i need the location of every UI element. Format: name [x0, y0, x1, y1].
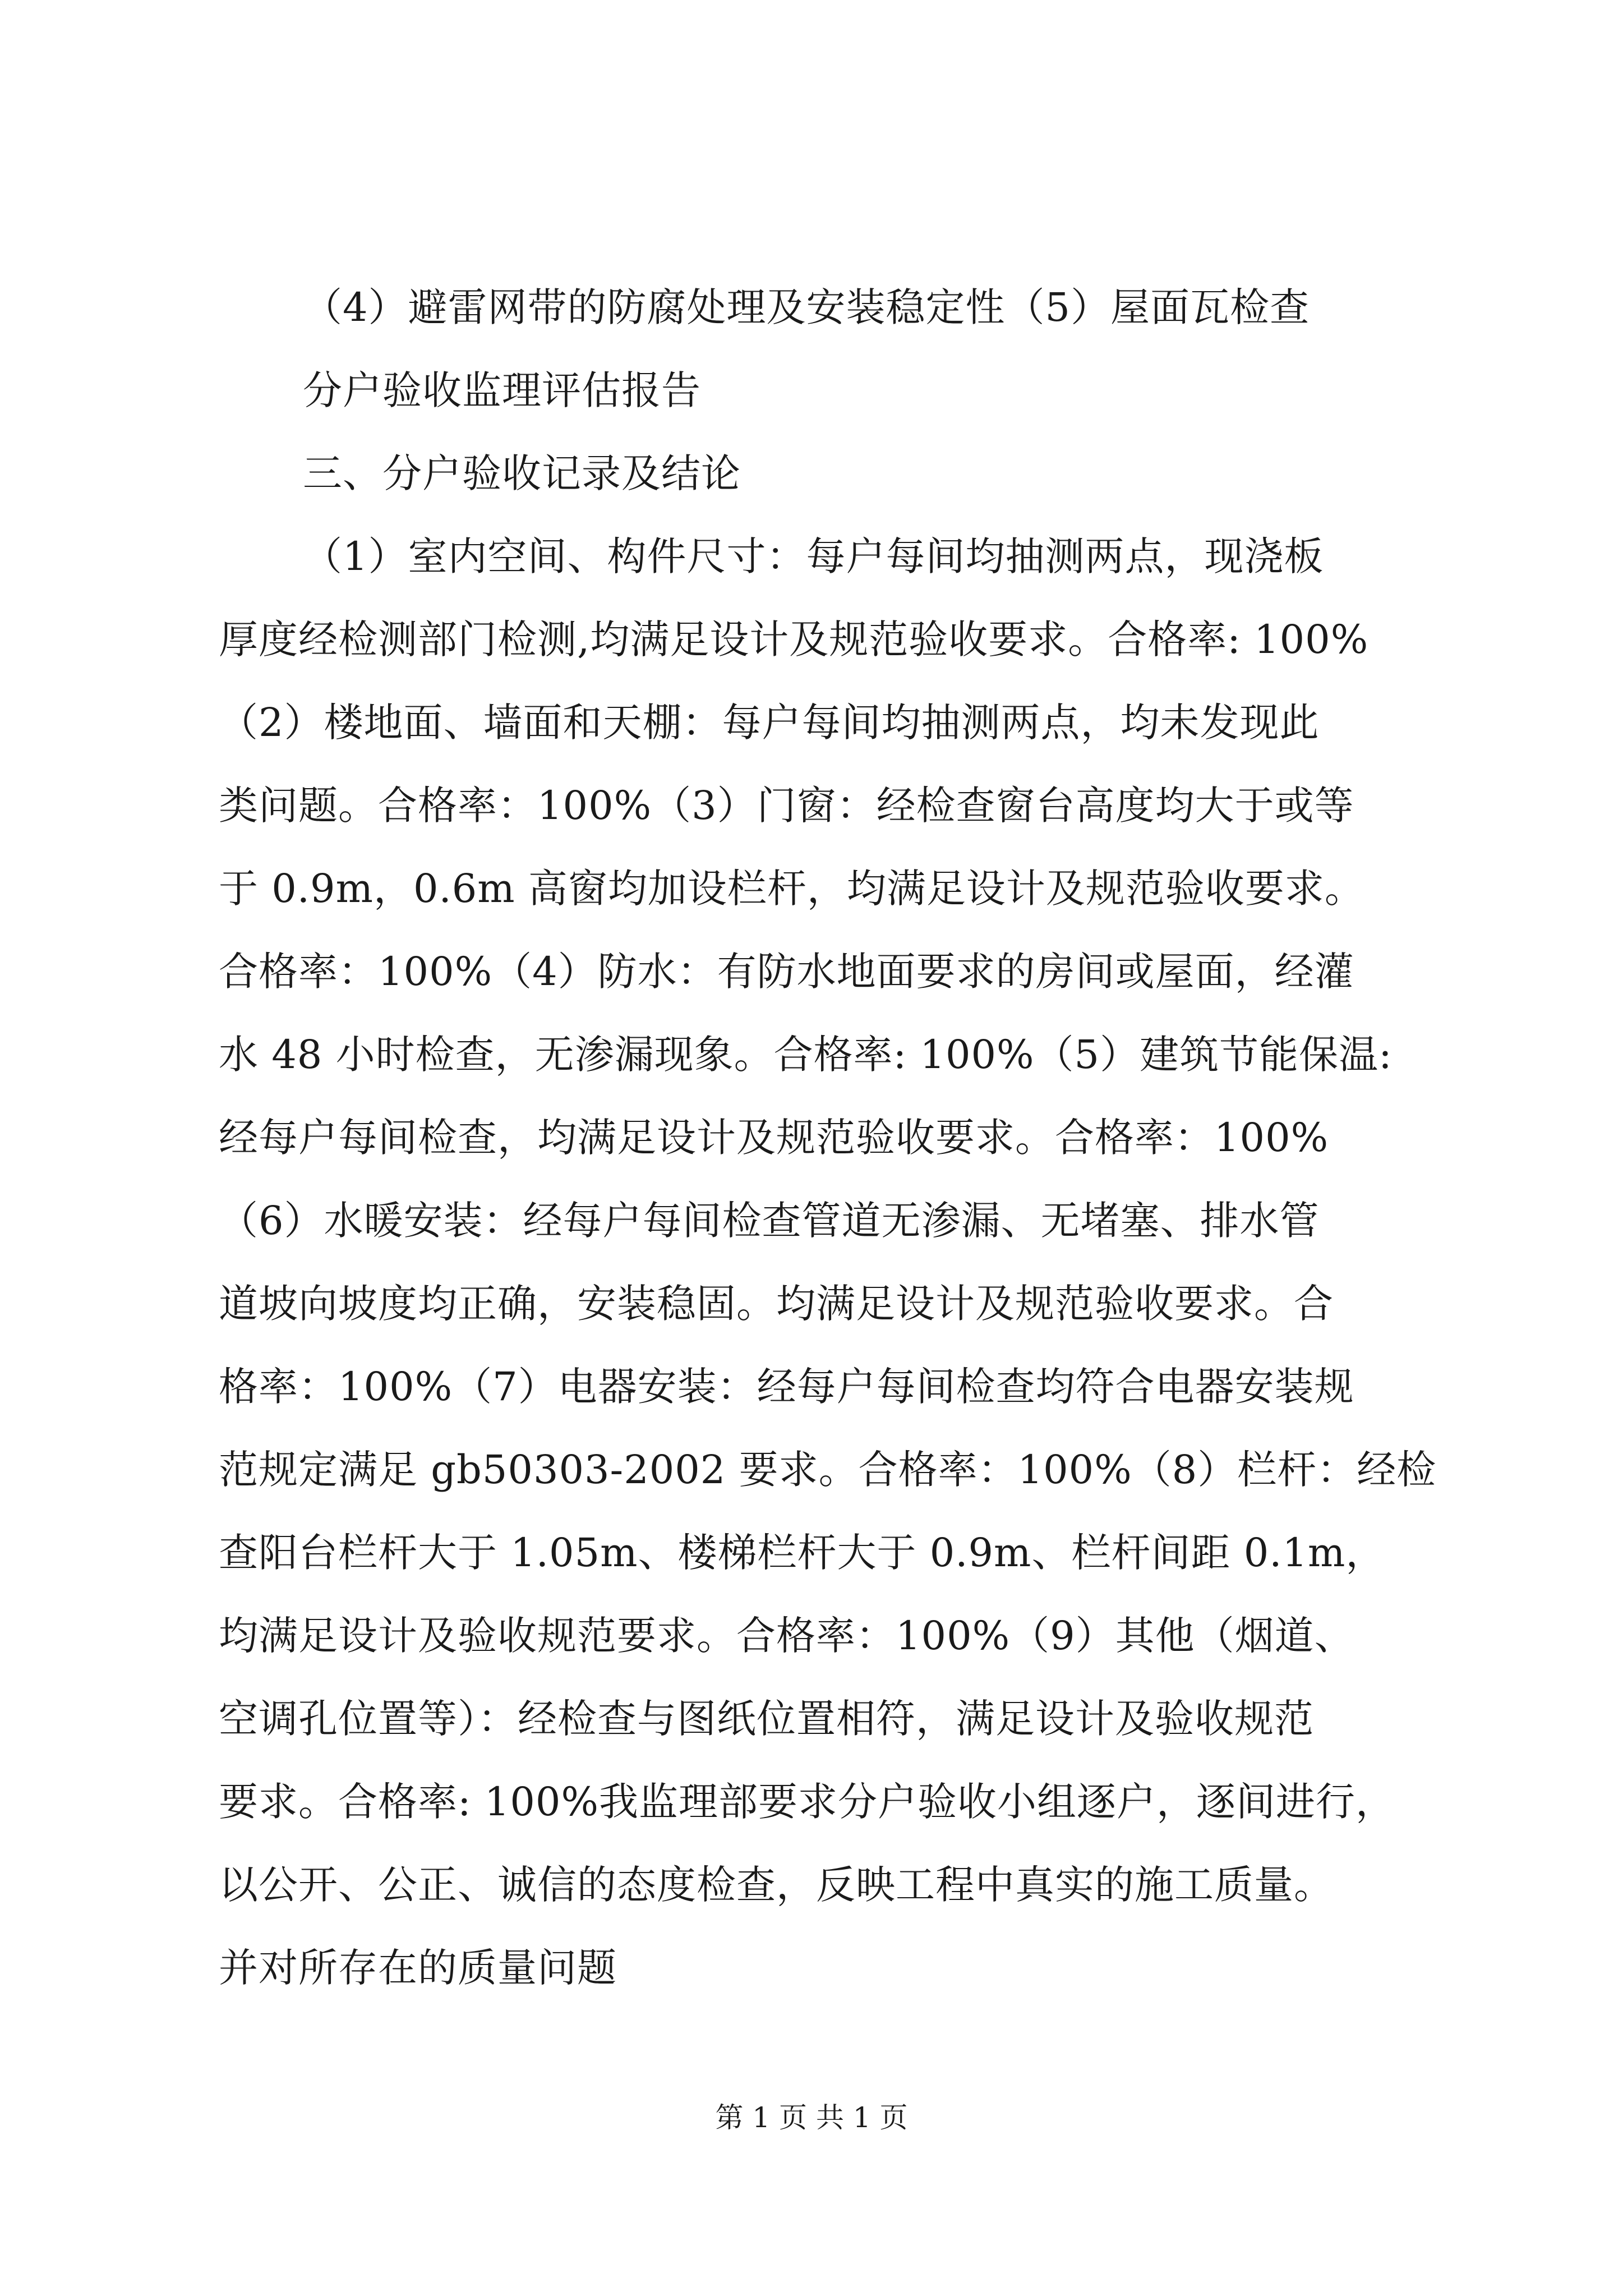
text-line: 道坡向坡度均正确，安装稳固。均满足设计及规范验收要求。合: [219, 1281, 1334, 1327]
text-line: 类问题。合格率：100%（3）门窗：经检查窗台高度均大于或等: [219, 783, 1354, 829]
page-number: 第 1 页 共 1 页: [715, 2101, 908, 2134]
text-line: 空调孔位置等）：经检查与图纸位置相符，满足设计及验收规范: [219, 1696, 1314, 1742]
text-line: 于 0.9m，0.6m 高窗均加设栏杆，均满足设计及规范验收要求。: [219, 866, 1364, 912]
text-line: （4）避雷网带的防腐处理及安装稳定性（5）屋面瓦检查: [303, 284, 1310, 330]
text-line: 以公开、公正、诚信的态度检查，反映工程中真实的施工质量。: [219, 1862, 1334, 1908]
text-line: 合格率：100%（4）防水：有防水地面要求的房间或屋面，经灌: [219, 949, 1354, 995]
text-line: 水 48 小时检查，无渗漏现象。合格率: 100%（5）建筑节能保温:: [219, 1032, 1393, 1078]
text-line: （1）室内空间、构件尺寸：每户每间均抽测两点，现浇板: [303, 533, 1324, 579]
text-line: 格率：100%（7）电器安装：经每户每间检查均符合电器安装规: [219, 1364, 1354, 1410]
text-line: 经每户每间检查，均满足设计及规范验收要求。合格率：100%: [219, 1115, 1329, 1161]
section-heading: 三、分户验收记录及结论: [303, 450, 741, 496]
report-title: 分户验收监理评估报告: [303, 367, 701, 413]
text-line: 要求。合格率: 100%我监理部要求分户验收小组逐户，逐间进行，: [219, 1779, 1395, 1825]
text-line: （6）水暖安装：经每户每间检查管道无渗漏、无堵塞、排水管: [219, 1198, 1320, 1244]
text-line: 并对所存在的质量问题: [219, 1945, 617, 1991]
text-line: 范规定满足 gb50303-2002 要求。合格率：100%（8）栏杆：经检: [219, 1447, 1437, 1493]
text-line: （2）楼地面、墙面和天棚：每户每间均抽测两点，均未发现此: [219, 700, 1320, 746]
text-line: 查阳台栏杆大于 1.05m、楼梯栏杆大于 0.9m、栏杆间距 0.1m，: [219, 1530, 1386, 1576]
text-line: 均满足设计及验收规范要求。合格率：100%（9）其他（烟道、: [219, 1613, 1354, 1659]
text-line: 厚度经检测部门检测,均满足设计及规范验收要求。合格率: 100%: [219, 616, 1369, 662]
